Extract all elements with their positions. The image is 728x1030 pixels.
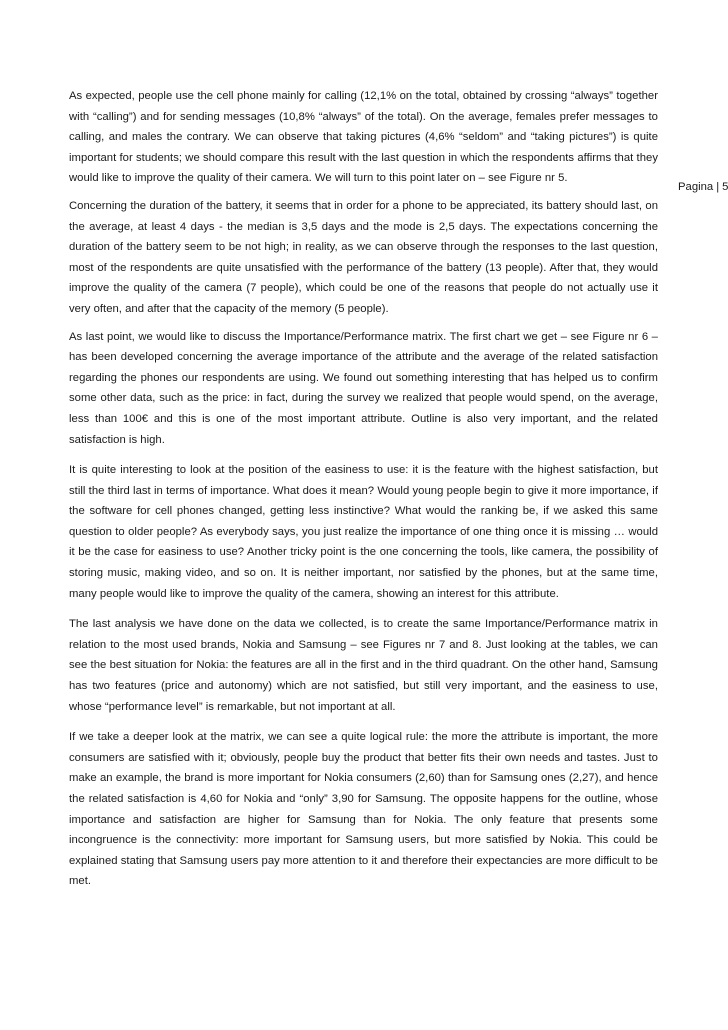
paragraph-battery: Concerning the duration of the battery, it seems that in order for a phone to be appreciated, its battery should last, on the average, at least 4 days - the median is 3,5 days and the mode is 2,5 days. The expectations concerning the duration of the battery seem to be not high; in reality, as we can observe through the responses to the last question, most of the respondents are quite unsatisfied with the performance of the battery (13 people). After that, they would improve the quality of the camera (7 people), which could be one of the reasons that people do not actually use it very often, and after that the capacity of the memory (5 people).	[69, 199, 658, 315]
paragraph-brands: The last analysis we have done on the data we collected, is to create the same Importance/Performance matrix in relation to the most used brands, Nokia and Samsung – see Figures nr 7 and 8. Just looking at the tables, we can see the best situation for Nokia: the features are all in the first and in the third quadrant. On the other hand, Samsung has two features (price and autonomy) which are not satisfied, but still very important, and the easiness to use, whose “performance level” is remarkable, but not important at all.	[69, 618, 658, 713]
paragraph-easiness: It is quite interesting to look at the position of the easiness to use: it is the feature with the highest satisfaction, but still the third last in terms of importance. What does it mean? Would young people begin to give it more importance, if the software for cell phones changed, getting less instinctive? What would the ranking be, if we asked this same question to older people? As everybody says, you just realize the importance of one thing once it is missing … would it be the case for easiness to use? Another tricky point is the one concerning the tools, like camera, the possibility of storing music, making video, and so on. It is neither important, nor satisfied by the phones, but at the same time, many people would like to improve the quality of the camera, showing an interest for this attribute.	[69, 464, 658, 600]
paragraph-usage: As expected, people use the cell phone mainly for calling (12,1% on the total, obtained by crossing “always” together with “calling”) and for sending messages (10,8% “always” of the total). On the average, females prefer messages to calling, and males the contrary. We can observe that taking pictures (4,6% “seldom” and “taking pictures”) is quite important for students; we should compare this result with the last question in which the respondents affirms that they would like to improve the quality of their camera. We will turn to this point later on – see Figure nr 5.	[69, 90, 658, 185]
page-number-label	[678, 179, 728, 195]
paragraph-importance-matrix: As last point, we would like to discuss the Importance/Performance matrix. The first chart we get – see Figure nr 6 – has been developed concerning the average importance of the attribute and the average of the related satisfaction regarding the phones our respondents are using. We found out something interesting that has helped us to confirm some other data, such as the price: in fact, during the survey we realized that people would spend, on the average, less than 100€ and this is one of the most important attribute. Outline is also very important, and the related satisfaction is high.	[69, 330, 658, 446]
paragraph-deeper-look: If we take a deeper look at the matrix, we can see a quite logical rule: the more the attribute is important, the more consumers are satisfied with it; obviously, people buy the product that better fits their own needs and tastes. Just to make an example, the brand is more important for Nokia consumers (2,60) than for Samsung ones (2,27), and hence the related satisfaction is 4,60 for Nokia and “only” 3,90 for Samsung. The opposite happens for the outline, whose importance and satisfaction are higher for Samsung than for Nokia. The only feature that presents some incongruence is the connectivity: more important for Samsung users, but more satisfied by Nokia. This could be explained stating that Samsung users pay more attention to it and therefore their expectancies are more difficult to be met.	[69, 731, 658, 888]
page-number: 5	[722, 181, 728, 193]
page-separator: |	[716, 181, 720, 193]
page-word: Pagina	[678, 181, 714, 193]
document-body	[69, 86, 658, 892]
